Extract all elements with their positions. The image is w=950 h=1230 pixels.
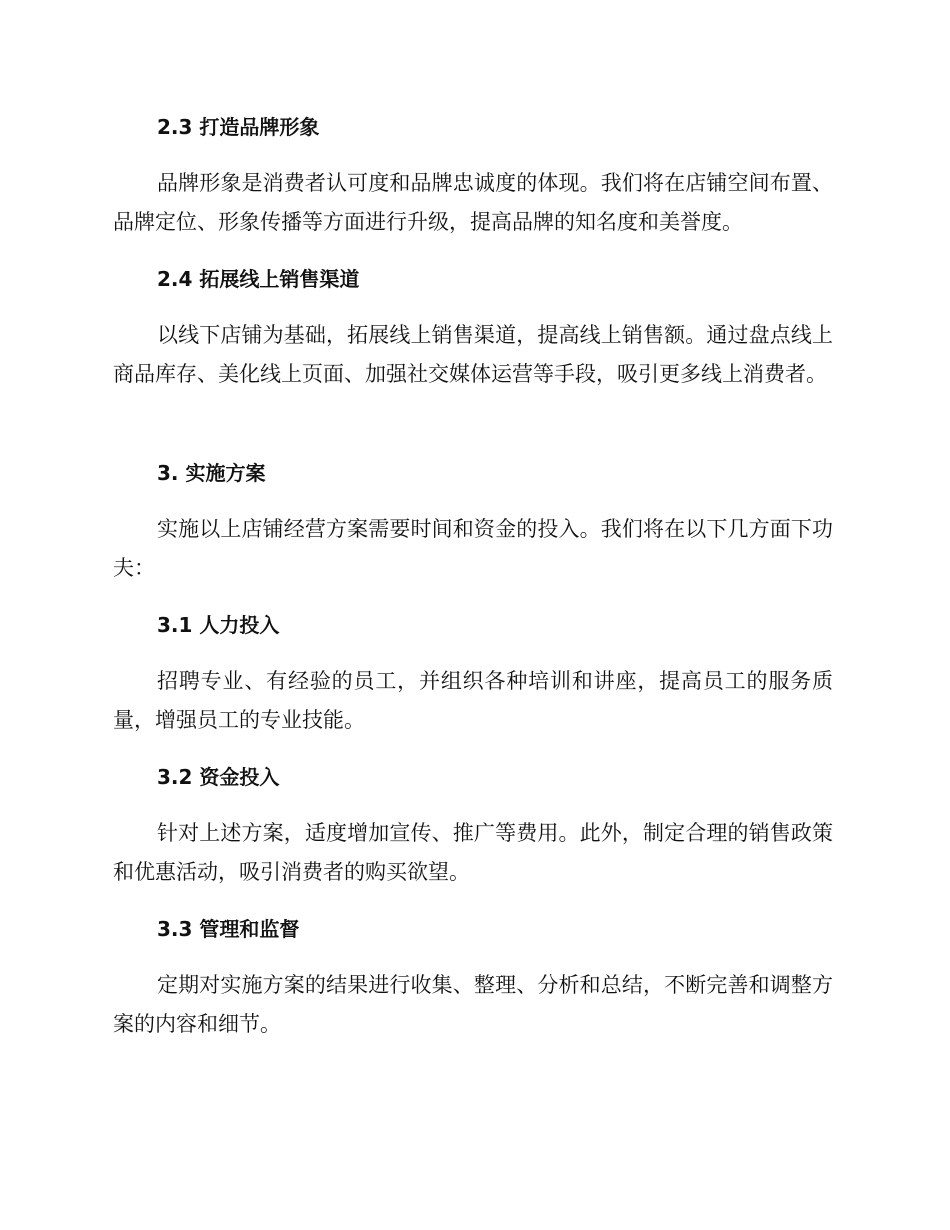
section-body-3: 实施以上店铺经营方案需要时间和资金的投入。我们将在以下几方面下功夫： xyxy=(113,517,833,580)
section-body-2-3: 品牌形象是消费者认可度和品牌忠诚度的体现。我们将在店铺空间布置、品牌定位、形象传播等方面进行升级，提高品牌的知名度和美誉度。 xyxy=(113,171,833,234)
section-body-3-3: 定期对实施方案的结果进行收集、整理、分析和总结，不断完善和调整方案的内容和细节。 xyxy=(113,973,833,1036)
section-heading-3-2: 3.2 资金投入 xyxy=(157,765,280,789)
section-heading-2-3: 2.3 打造品牌形象 xyxy=(157,115,320,139)
section-body-3-2: 针对上述方案，适度增加宣传、推广等费用。此外，制定合理的销售政策和优惠活动，吸引消费者的购买欲望。 xyxy=(113,821,833,884)
section-heading-2-4: 2.4 拓展线上销售渠道 xyxy=(157,267,360,291)
section-body-3-1: 招聘专业、有经验的员工，并组织各种培训和讲座，提高员工的服务质量，增强员工的专业技能。 xyxy=(113,669,833,732)
section-heading-3: 3. 实施方案 xyxy=(157,461,266,485)
section-heading-3-3: 3.3 管理和监督 xyxy=(157,917,300,941)
section-body-2-4: 以线下店铺为基础，拓展线上销售渠道，提高线上销售额。通过盘点线上商品库存、美化线上页面、加强社交媒体运营等手段，吸引更多线上消费者。 xyxy=(113,323,833,386)
section-heading-3-1: 3.1 人力投入 xyxy=(157,613,280,637)
